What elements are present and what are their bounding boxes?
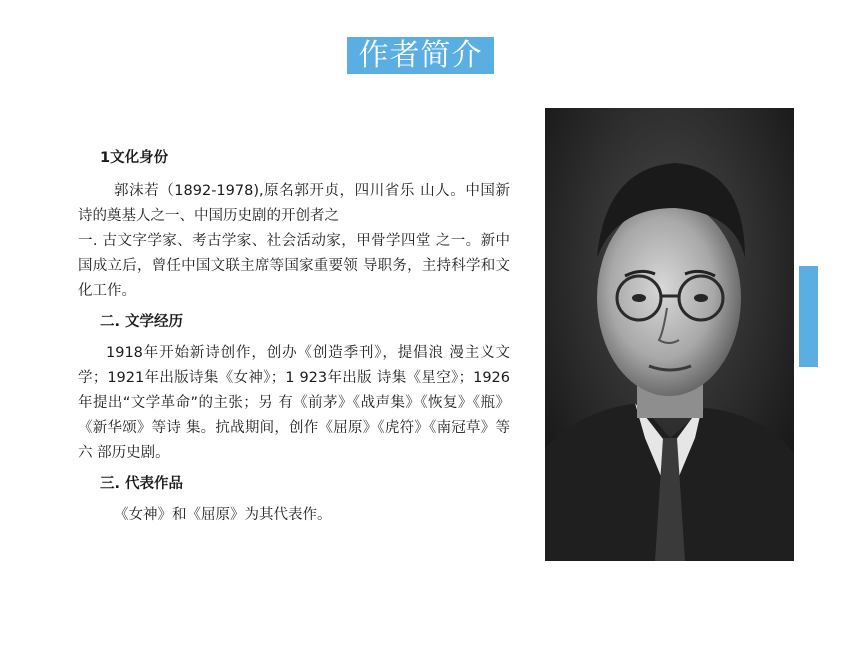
identity-paragraph-2: 一. 古文字学家、考古学家、社会活动家，甲骨学四堂 之一。新中国成立后，曾任中国文联主席等国家重要领 导职务，主持科学和文化工作。 — [78, 233, 510, 299]
section-heading-identity: 1文化身份 — [100, 150, 169, 166]
section-heading-literary-career: 二. 文学经历 — [100, 314, 184, 330]
author-bio — [78, 146, 510, 528]
identity-paragraph-1: 郭沫若（1892-1978),原名郭开贞，四川省乐 山人。中国新诗的奠基人之一、中国历史剧的开创者之 — [78, 183, 510, 224]
side-accent-tab — [799, 266, 818, 367]
author-portrait — [545, 108, 794, 561]
slide-title: 作者简介 — [347, 37, 494, 74]
portrait-image — [545, 108, 794, 561]
literary-career-paragraph: 1918年开始新诗创作，创办《创造季刊》，提倡浪 漫主义文学；1921年出版诗集《女神》；1 923年出版 诗集《星空》；1926年提出“文学革命”的主张；另 有《前茅》《战声集》《恢复》《瓶》《新华颂》等诗 集。抗战期间，创作《屈原》《虎符》《南冠草》等六 部历史剧。 — [78, 345, 510, 461]
works-paragraph: 《女神》和《屈原》为其代表作。 — [114, 507, 332, 523]
section-heading-works: 三. 代表作品 — [100, 476, 184, 492]
